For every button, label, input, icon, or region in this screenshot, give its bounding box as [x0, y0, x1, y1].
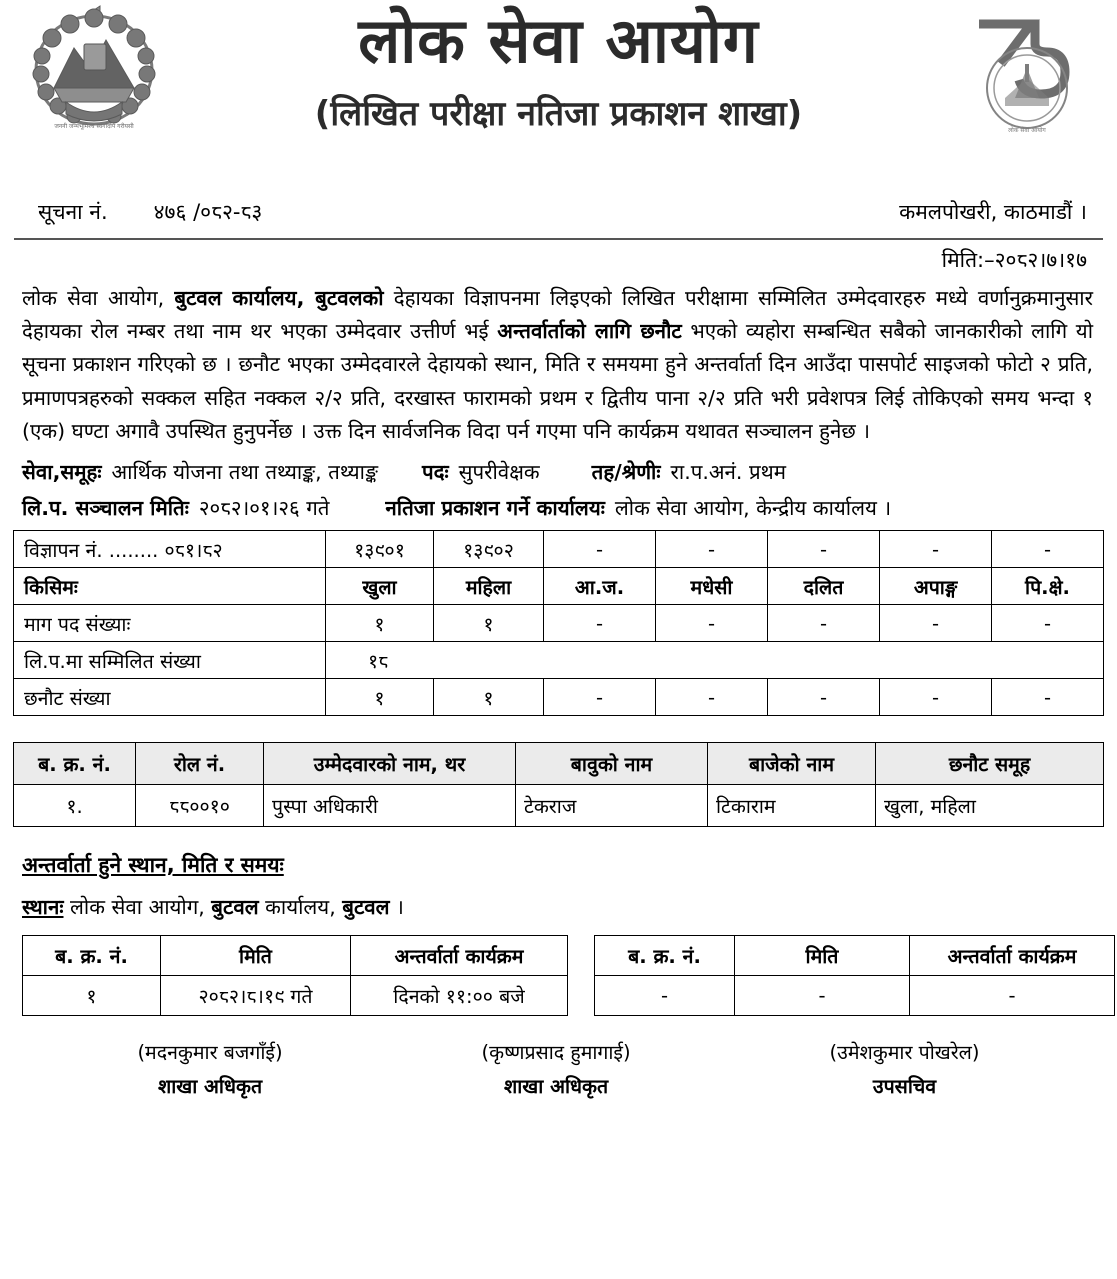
ad-cell: -	[992, 531, 1104, 568]
cell-selection-group: खुला, महिला	[876, 785, 1104, 827]
iv-right-header	[595, 936, 1115, 976]
interview-place-office-bold: बुटवल	[211, 895, 259, 920]
interview-place-c: कार्यालय,	[258, 895, 343, 920]
signatory-name: (कृष्णप्रसाद हुमागाई)	[481, 1041, 631, 1065]
notice-number-label: सूचना नं.	[38, 200, 108, 224]
attended-count-value: १८	[326, 642, 1104, 679]
ad-number-label: विज्ञापन नं. ........ ०८१।८२	[14, 531, 326, 568]
signatory-title: उपसचिव	[872, 1075, 937, 1099]
cell-iv-date: -	[735, 976, 910, 1016]
75th-anniversary-logo-icon	[965, 2, 1087, 138]
publish-office-value: लोक सेवा आयोग, केन्द्रीय कार्यालय ।	[614, 496, 892, 521]
exam-date-office-row	[22, 494, 1093, 522]
signature-block	[8, 1016, 1109, 1099]
table-header-row	[595, 936, 1115, 976]
demand-count-label: माग पद संख्याः	[14, 605, 326, 642]
table-row-ad-number	[14, 531, 1104, 568]
th-iv-program: अन्तर्वार्ता कार्यक्रम	[910, 936, 1115, 976]
advertisement-table-body	[14, 531, 1104, 716]
category-cell: दलित	[768, 568, 880, 605]
title-block	[8, 0, 1109, 135]
category-cell: महिला	[434, 568, 544, 605]
candidate-table-body	[14, 785, 1104, 827]
page-subtitle: (लिखित परीक्षा नतिजा प्रकाशन शाखा)	[314, 93, 803, 134]
cell-iv-serial: १	[23, 976, 161, 1016]
selected-cell: -	[768, 679, 880, 716]
interview-selection-bold: अन्तर्वार्ताको लागि छनौट	[497, 319, 682, 344]
iv-right-body	[595, 976, 1115, 1016]
table-row	[595, 976, 1115, 1016]
attended-count-label: लि.प.मा सम्मिलित संख्या	[14, 642, 326, 679]
cell-iv-serial: -	[595, 976, 735, 1016]
ad-cell: -	[656, 531, 768, 568]
selected-cell: -	[544, 679, 656, 716]
demand-cell: -	[880, 605, 992, 642]
category-label: किसिमः	[14, 568, 326, 605]
category-cell: आ.ज.	[544, 568, 656, 605]
signatory-3	[830, 1038, 980, 1099]
demand-cell: -	[992, 605, 1104, 642]
office-address: कमलपोखरी, काठमाडौं ।	[899, 200, 1087, 224]
th-iv-date: मिति	[735, 936, 910, 976]
selected-cell: -	[992, 679, 1104, 716]
page-title: लोक सेवा आयोग	[358, 4, 759, 77]
th-candidate-name: उम्मेदवारको नाम, थर	[264, 743, 516, 785]
table-row-selected-count	[14, 679, 1104, 716]
candidate-results-table	[13, 742, 1104, 827]
svg-text:जननी जन्मभूमिश्च स्वर्गादपि गर: जननी जन्मभूमिश्च स्वर्गादपि गरीयसी	[54, 123, 134, 130]
interview-schedule-tables	[8, 921, 1109, 1016]
post-value: सुपरीवेक्षक	[458, 460, 540, 485]
cell-roll-number: ८८००१०	[136, 785, 264, 827]
notice-date: मिति:–२०८२।७।१७	[941, 248, 1087, 272]
table-row	[14, 785, 1104, 827]
post-label: पदः	[421, 460, 449, 485]
table-header-row	[23, 936, 568, 976]
cell-grandfather-name: टिकाराम	[708, 785, 876, 827]
selected-count-label: छनौट संख्या	[14, 679, 326, 716]
th-serial: ब. क्र. नं.	[14, 743, 136, 785]
selected-cell: १	[326, 679, 434, 716]
demand-cell: १	[326, 605, 434, 642]
category-cell: मधेसी	[656, 568, 768, 605]
level-value: रा.प.अनं. प्रथम	[670, 460, 786, 485]
cell-candidate-name: पुस्पा अधिकारी	[264, 785, 516, 827]
selected-cell: -	[880, 679, 992, 716]
selected-cell: -	[656, 679, 768, 716]
selected-cell: १	[434, 679, 544, 716]
interview-place-a: लोक सेवा आयोग,	[63, 895, 212, 920]
document-header	[8, 0, 1109, 192]
table-row-demand-count	[14, 605, 1104, 642]
interview-schedule-table-right	[594, 935, 1115, 1016]
notice-body-paragraph	[8, 274, 1109, 448]
interview-section-heading: अन्तर्वार्ता हुने स्थान, मिति र समयः	[22, 853, 284, 878]
th-iv-serial: ब. क्र. नं.	[595, 936, 735, 976]
signatory-1	[137, 1038, 282, 1099]
signatory-title: शाखा अधिकृत	[157, 1075, 263, 1099]
signatory-title: शाखा अधिकृत	[503, 1075, 609, 1099]
service-post-level-row	[22, 458, 1093, 486]
category-cell: पि.क्षे.	[992, 568, 1104, 605]
post-details	[8, 448, 1109, 522]
interview-place-label: स्थानः	[22, 895, 64, 920]
category-cell: खुला	[326, 568, 434, 605]
iv-left-body	[23, 976, 568, 1016]
signatory-name: (उमेशकुमार पोखरेल)	[829, 1041, 980, 1065]
table-row-attended-count	[14, 642, 1104, 679]
demand-cell: -	[544, 605, 656, 642]
interview-place-e: ।	[389, 895, 404, 920]
th-selection-group: छनौट समूह	[876, 743, 1104, 785]
th-grandfather-name: बाजेको नाम	[708, 743, 876, 785]
th-roll-number: रोल नं.	[136, 743, 264, 785]
cell-iv-date: २०८२।८।१९ गते	[161, 976, 351, 1016]
interview-place-city-bold: बुटवल	[342, 895, 390, 920]
body-part-3: भएको व्यहोरा सम्बन्धित सबैको जानकारीको लागि यो सूचना प्रकाशन गरिएको छ । छनौट भएका उम्मेदवारले देहायको स्थान, मिति र समयमा हुने अन्तर्वार्ता दिन आउँदा पासपोर्ट साइजको फोटो २ प्रति, प्रमाणपत्रहरुको सक्कल सहित नक्कल २/२ प्रति, दरखास्त फारामको प्रथम र द्वितीय पाना २/२ प्रति भरी प्रवेशपत्र लिई तोकिएको समय भन्दा १ (एक) घण्टा अगावै उपस्थित हुनुपर्नेछ । उक्त दिन सार्वजनिक विदा पर्न गएमा पनि कार्यक्रम यथावत सञ्चालन हुनेछ ।	[22, 319, 1094, 443]
notice-number-row	[8, 192, 1109, 226]
svg-text:लोक सेवा आयोग: लोक सेवा आयोग	[1008, 127, 1046, 134]
ad-cell: -	[880, 531, 992, 568]
publish-office-label: नतिजा प्रकाशन गर्ने कार्यालयः	[385, 496, 605, 521]
exam-date-value: २०८२।०१।२६ गते	[198, 496, 330, 521]
signatory-2	[482, 1038, 631, 1099]
table-header-row	[14, 743, 1104, 785]
cell-father-name: टेकराज	[516, 785, 708, 827]
th-father-name: बावुको नाम	[516, 743, 708, 785]
nepal-government-emblem-icon	[26, 4, 162, 136]
demand-cell: -	[768, 605, 880, 642]
th-iv-serial: ब. क्र. नं.	[23, 936, 161, 976]
category-cell: अपाङ्ग	[880, 568, 992, 605]
demand-cell: १	[434, 605, 544, 642]
cell-iv-program: दिनको ११:०० बजे	[351, 976, 568, 1016]
signatory-name: (मदनकुमार बजगाँई)	[137, 1041, 283, 1065]
service-label: सेवा,समूहः	[22, 460, 102, 485]
table-row	[23, 976, 568, 1016]
iv-left-header	[23, 936, 568, 976]
office-name-bold: बुटवल कार्यालय, बुटवलको	[174, 286, 384, 310]
advertisement-table	[13, 530, 1104, 716]
service-value: आर्थिक योजना तथा तथ्याङ्क, तथ्याङ्क	[111, 460, 378, 485]
level-label: तह/श्रेणीः	[591, 460, 661, 485]
cell-serial: १.	[14, 785, 136, 827]
th-iv-date: मिति	[161, 936, 351, 976]
candidate-table-header	[14, 743, 1104, 785]
interview-schedule-table-left	[22, 935, 568, 1016]
exam-date-label: लि.प. सञ्चालन मितिः	[22, 496, 189, 521]
table-row-category	[14, 568, 1104, 605]
notice-number-value: ४७६ /०८२-८३	[153, 200, 263, 224]
demand-cell: -	[656, 605, 768, 642]
body-part-2: देहायका विज्ञापनमा लिइएको लिखित परीक्षामा सम्मिलित उम्मेदवारहरु मध्ये वर्णानुक्रमानुसार देहायका रोल नम्बर तथा नाम थर भएका उम्मेदवार उत्तीर्ण भई	[22, 286, 1093, 344]
ad-cell: १३९०१	[326, 531, 434, 568]
body-part-1: लोक सेवा आयोग,	[22, 286, 175, 310]
th-iv-program: अन्तर्वार्ता कार्यक्रम	[351, 936, 568, 976]
ad-cell: -	[544, 531, 656, 568]
ad-cell: -	[768, 531, 880, 568]
ad-cell: १३९०२	[434, 531, 544, 568]
cell-iv-program: -	[910, 976, 1115, 1016]
interview-place-row	[8, 879, 1109, 921]
